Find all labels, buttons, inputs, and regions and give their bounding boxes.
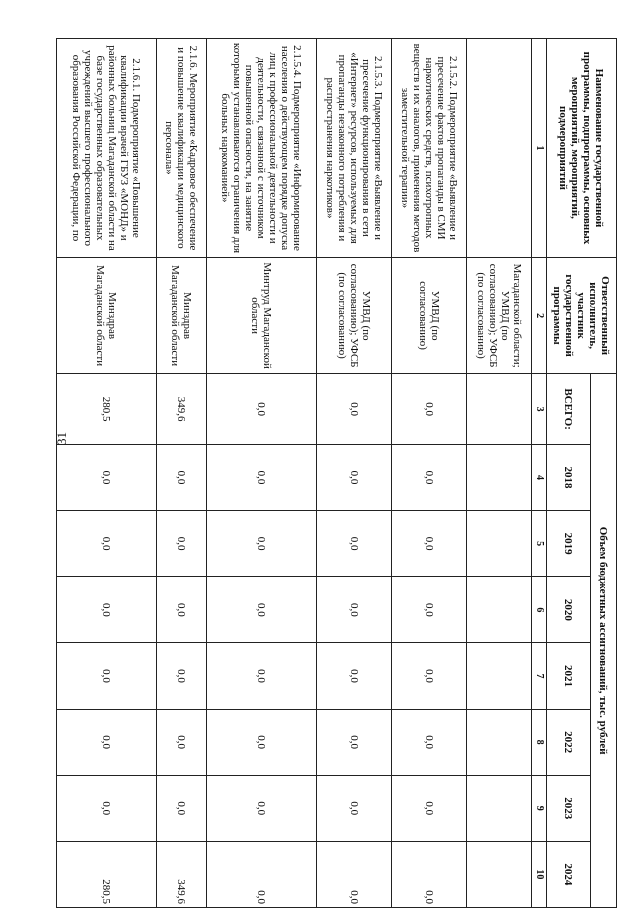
- header-name: Наименование государственной программы, подпрограммы, основных мероприятий, мероприятий, подмероприятий: [547, 39, 617, 258]
- row-executor: УМВД (по согласованию); УФСБ (по согласованию): [317, 257, 392, 373]
- row-value: 0,0: [207, 643, 317, 709]
- row-value: 0,0: [317, 709, 392, 775]
- row-name: 2.1.6. Мероприятие «Кадровое обеспечение и повышение квалификации медицинского персонала»: [157, 39, 207, 258]
- row-value: [467, 577, 532, 643]
- table-row: [57, 39, 157, 908]
- row-value: 0,0: [57, 775, 157, 841]
- row-value: [467, 643, 532, 709]
- row-value: 0,0: [157, 444, 207, 510]
- row-executor: Минтруд Магаданской области: [207, 257, 317, 373]
- row-value: [467, 841, 532, 907]
- row-value: [467, 444, 532, 510]
- header-year: 2020: [547, 577, 591, 643]
- row-value: 0,0: [392, 709, 467, 775]
- row-value: 0,0: [317, 841, 392, 907]
- row-name: 2.1.6.1. Подмероприятие «Повышение квалификации врачей ГБУЗ «МОНД» и районных больниц Магаданской области на базе государственных образовательных учреждений высшего профессионального образования Российской Федерации, по: [57, 39, 157, 258]
- row-value: 0,0: [392, 841, 467, 907]
- row-value: [467, 709, 532, 775]
- row-value: 0,0: [317, 643, 392, 709]
- column-number: 6: [532, 577, 547, 643]
- budget-table: [56, 38, 617, 908]
- row-executor: Минздрав Магаданской области: [157, 257, 207, 373]
- row-value: 0,0: [57, 643, 157, 709]
- column-number: 1: [532, 39, 547, 258]
- row-value: [467, 775, 532, 841]
- row-value: 0,0: [317, 511, 392, 577]
- row-value: 0,0: [157, 709, 207, 775]
- row-value: 0,0: [157, 577, 207, 643]
- column-number: 3: [532, 374, 547, 445]
- table-row: [207, 39, 317, 908]
- row-value: 0,0: [57, 444, 157, 510]
- header-year: 2023: [547, 775, 591, 841]
- row-value: 0,0: [207, 841, 317, 907]
- rotated-table-sheet: [56, 38, 617, 908]
- page-number: 31: [54, 432, 69, 445]
- row-value: 0,0: [157, 511, 207, 577]
- row-value: 0,0: [157, 775, 207, 841]
- table-row: [392, 39, 467, 908]
- row-value: 0,0: [317, 577, 392, 643]
- header-total: ВСЕГО:: [547, 374, 591, 445]
- row-value: 0,0: [207, 577, 317, 643]
- row-executor: УМВД (по согласованию): [392, 257, 467, 373]
- column-number: 4: [532, 444, 547, 510]
- row-value: 0,0: [57, 511, 157, 577]
- row-value: 0,0: [207, 775, 317, 841]
- row-value: 0,0: [392, 577, 467, 643]
- row-value: 0,0: [317, 444, 392, 510]
- row-value: 0,0: [157, 643, 207, 709]
- row-value: 0,0: [392, 643, 467, 709]
- table-row: [157, 39, 207, 908]
- row-total: 280,5: [57, 374, 157, 445]
- row-value: 0,0: [317, 775, 392, 841]
- column-number: 10: [532, 841, 547, 907]
- row-name: 2.1.5.2. Подмероприятие «Выявление и пресечение фактов пропаганды в СМИ наркотических средств, психотропных веществ и их аналогов, применения методов заместительной терапии»: [392, 39, 467, 258]
- row-value: 280,5: [57, 841, 157, 907]
- header-executor: Ответственный исполнитель, участник государственной программы: [547, 257, 617, 373]
- row-name: [467, 39, 532, 258]
- column-number: 7: [532, 643, 547, 709]
- row-total: 0,0: [317, 374, 392, 445]
- row-name: 2.1.5.4. Подмероприятие «Информирование населения о действующем порядке допуска лиц к профессиональной деятельности и деятельности, связанной с источником повышенной опасности, на занятие которыми устанавливаются ограничения для больных наркоманией»: [207, 39, 317, 258]
- row-value: 0,0: [57, 709, 157, 775]
- row-value: 0,0: [57, 577, 157, 643]
- row-total: [467, 374, 532, 445]
- header-year: 2018: [547, 444, 591, 510]
- row-value: 0,0: [207, 444, 317, 510]
- row-executor: Минздрав Магаданской области: [57, 257, 157, 373]
- header-year: 2019: [547, 511, 591, 577]
- table-row: [317, 39, 392, 908]
- row-value: 0,0: [392, 444, 467, 510]
- table-row: [467, 39, 532, 908]
- row-total: 349,6: [157, 374, 207, 445]
- column-number: 9: [532, 775, 547, 841]
- row-total: 0,0: [392, 374, 467, 445]
- row-executor: Магаданской области; УМВД (по согласованию); УФСБ (по согласованию): [467, 257, 532, 373]
- row-value: 0,0: [207, 709, 317, 775]
- column-number: 8: [532, 709, 547, 775]
- row-value: [467, 511, 532, 577]
- header-budget-group: Объем бюджетных ассигнований, тыс. рублей: [591, 374, 617, 908]
- row-total: 0,0: [207, 374, 317, 445]
- column-number: 2: [532, 257, 547, 373]
- header-year: 2022: [547, 709, 591, 775]
- row-value: 0,0: [392, 775, 467, 841]
- header-year: 2021: [547, 643, 591, 709]
- row-value: 0,0: [392, 511, 467, 577]
- row-value: 0,0: [207, 511, 317, 577]
- row-value: 349,6: [157, 841, 207, 907]
- column-number: 5: [532, 511, 547, 577]
- header-year: 2024: [547, 841, 591, 907]
- row-name: 2.1.5.3. Подмероприятие «Выявление и пресечение функционирования в сети «Интернет» ресурсов, используемых для пропаганды незаконного потребления и распространения наркотиков»: [317, 39, 392, 258]
